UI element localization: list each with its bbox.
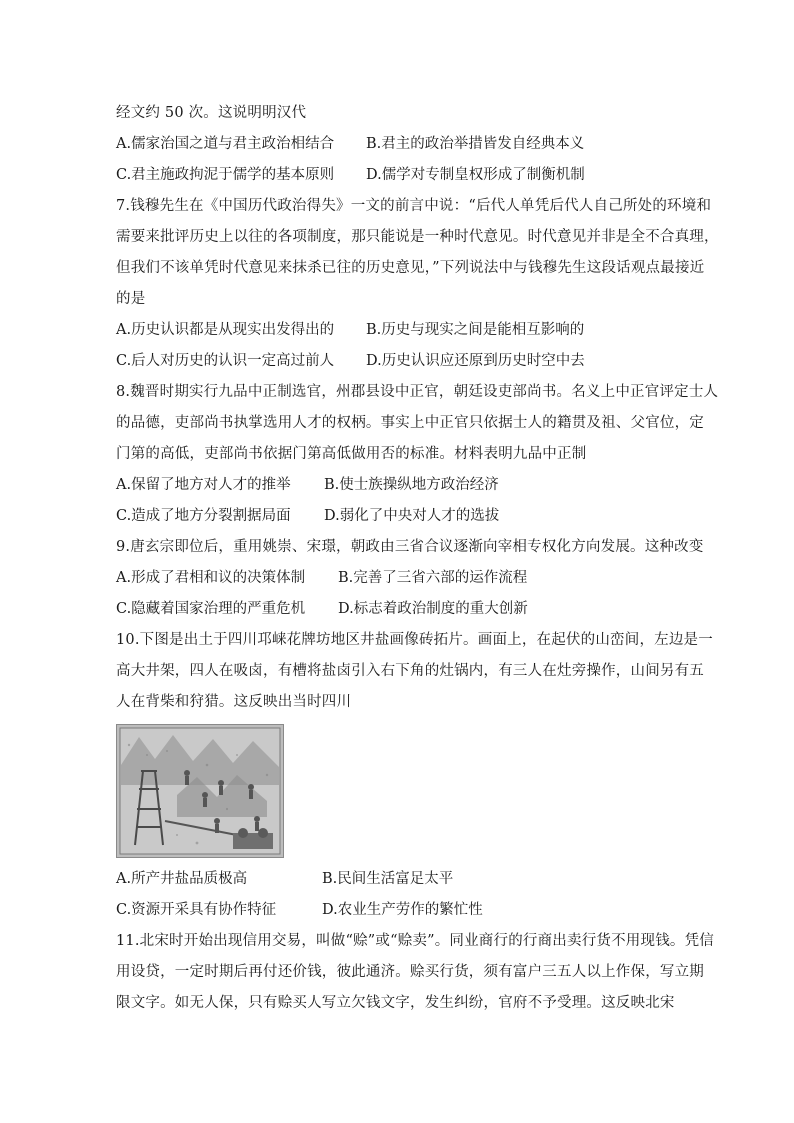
q10-option-d[interactable]: D.农业生产劳作的繁忙性 [322,902,483,918]
q7-option-c[interactable]: C.后人对历史的认识一定高过前人 [116,353,335,369]
q7-options-row-2 [116,346,676,377]
q8-options-row-2 [116,501,676,532]
q10-options-row-1 [116,864,676,895]
q7-stem-line: 需要来批评历史上以往的各项制度，那只能说是一种时代意见。时代意见并非是全不合真理， [116,229,719,245]
q8-stem-line: 8.魏晋时期实行九品中正制选官，州郡县设中正官，朝廷设吏部尚书。名义上中正官评定士人 [116,384,719,400]
q7-option-b[interactable]: B.历史与现实之间是能相互影响的 [366,322,585,338]
q8-option-a[interactable]: A.保留了地方对人才的推举 [116,477,291,493]
intro-line: 经文约 50 次。这说明明汉代 [116,105,307,121]
q8-option-b[interactable]: B.使士族操纵地方政治经济 [324,477,499,493]
q7-options-row-1 [116,315,676,346]
rubbing-illustration [117,725,283,857]
q6-options-row-2 [116,160,676,191]
q7-option-a[interactable]: A.历史认识都是从现实出发得出的 [116,322,335,338]
q9-option-d[interactable]: D.标志着政治制度的重大创新 [338,601,528,617]
exam-page [116,98,719,1019]
q6-option-a[interactable]: A.儒家治国之道与君主政治相结合 [116,136,335,152]
q10-option-b[interactable]: B.民间生活富足太平 [322,871,454,887]
q9-option-b[interactable]: B.完善了三省六部的运作流程 [338,570,528,586]
q8-options-row-1 [116,470,676,501]
q6-option-c[interactable]: C.君主施政拘泥于儒学的基本原则 [116,167,335,183]
q10-options-row-2 [116,895,676,926]
q10-stem-line: 高大井架，四人在吸卤，有槽将盐卤引入右下角的灶锅内，有三人在灶旁操作，山间另有五 [116,663,704,679]
q8-option-d[interactable]: D.弱化了中央对人才的选拔 [324,508,500,524]
q7-stem-line: 但我们不该单凭时代意见来抹杀已往的历史意见，”下列说法中与钱穆先生这段话观点最接近 [116,260,705,276]
q6-options-row-1 [116,129,676,160]
q8-option-c[interactable]: C.造成了地方分裂割据局面 [116,508,291,524]
q11-stem-line: 用设贷，一定时期后再付还价钱，彼此通济。赊买行货，须有富户三五人以上作保，写立期 [116,964,704,980]
q10-option-a[interactable]: A.所产井盐品质极高 [116,871,248,887]
q9-options-row-1 [116,563,676,594]
q9-option-c[interactable]: C.隐藏着国家治理的严重危机 [116,601,306,617]
q6-option-d[interactable]: D.儒学对专制皇权形成了制衡机制 [366,167,585,183]
q9-stem-line: 9.唐玄宗即位后，重用姚崇、宋璟，朝政由三省合议逐渐向宰相专权化方向发展。这种改变 [116,539,704,555]
q9-option-a[interactable]: A.形成了君相和议的决策体制 [116,570,306,586]
salt-well-brick-rubbing-image [116,724,284,858]
q6-option-b[interactable]: B.君主的政治举措皆发自经典本义 [366,136,585,152]
q9-options-row-2 [116,594,676,625]
q11-stem-line: 限文字。如无人保，只有赊买人写立欠钱文字，发生纠纷，官府不予受理。这反映北宋 [116,995,675,1011]
q10-option-c[interactable]: C.资源开采具有协作特征 [116,902,277,918]
q7-stem-line: 7.钱穆先生在《中国历代政治得失》一文的前言中说：“后代人单凭后代人自己所处的环境和 [116,198,712,214]
q8-stem-line: 的品德，吏部尚书执掌选用人才的权柄。事实上中正官只依据士人的籍贯及祖、父官位，定 [116,415,704,431]
q10-stem-line: 人在背柴和狩猎。这反映出当时四川 [116,694,352,710]
q7-stem-line: 的是 [116,291,146,307]
q7-option-d[interactable]: D.历史认识应还原到历史时空中去 [366,353,585,369]
q10-stem-line: 10.下图是出土于四川邛崃花牌坊地区井盐画像砖拓片。画面上，在起伏的山峦间，左边是一 [116,632,713,648]
q8-stem-line: 门第的高低，吏部尚书依据门第高低做用否的标准。材料表明九品中正制 [116,446,587,462]
q11-stem-line: 11.北宋时开始出现信用交易，叫做“赊”或“赊卖”。同业商行的行商出卖行货不用现钱。凭信 [116,933,715,949]
